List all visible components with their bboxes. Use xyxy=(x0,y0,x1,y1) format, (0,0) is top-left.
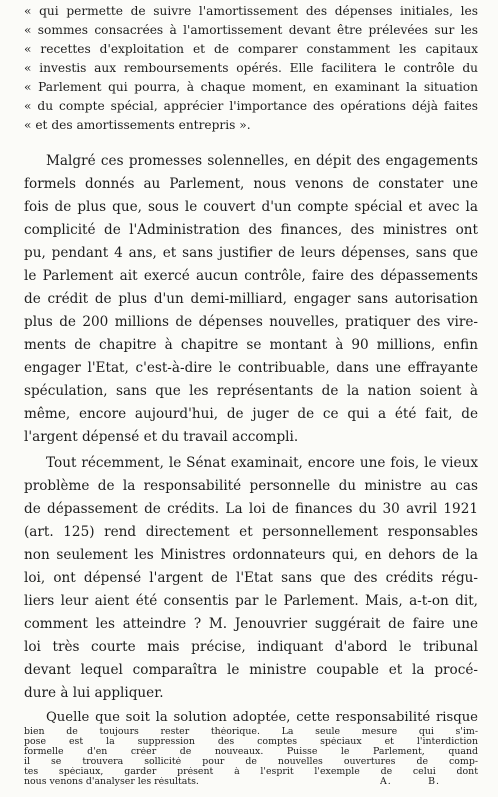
quote-line: « Parlement qui pourra, à chaque moment, en examinant la situation xyxy=(24,80,478,94)
paragraph-2-line: dure à lui appliquer. xyxy=(24,685,164,701)
paragraph-2-line: non seulement les Ministres ordonnateurs qui, en dehors de la xyxy=(24,547,478,563)
paragraph-1-line: de crédit de plus d'un demi-milliard, engager sans autorisation xyxy=(24,291,478,307)
paragraph-3-line: pose est la suppression des comptes spéciaux et l'interdiction xyxy=(24,737,478,747)
paragraph-2-line: comment les atteindre ? M. Jenouvrier suggérait de faire une xyxy=(24,616,478,632)
paragraph-2-line: Tout récemment, le Sénat examinait, encore une fois, le vieux xyxy=(46,455,478,471)
paragraph-1-line: fois de plus que, sous le couvert d'un compte spécial et avec la xyxy=(24,199,478,215)
paragraph-1-line: ments de chapitre à chapitre se montant à 90 millions, enfin xyxy=(24,337,478,353)
paragraph-3-line: tes spéciaux, garder présent à l'esprit l'exemple de celui dont xyxy=(24,767,478,777)
paragraph-3-line: il se trouvera sollicité pour de nouvelles ouvertures de comp- xyxy=(24,757,478,767)
paragraph-2-line: problème de la responsabilité personnelle du ministre au cas xyxy=(24,478,478,494)
paragraph-1-line: Malgré ces promesses solennelles, en dépit des engagements xyxy=(46,153,478,169)
paragraph-1-line: complicité de l'Administration des finances, des ministres ont xyxy=(24,222,478,238)
quote-line: « du compte spécial, apprécier l'importance des opérations déjà faites xyxy=(24,99,478,113)
paragraph-2-line: de dépassement de crédits. La loi de finances du 30 avril 1921 xyxy=(24,501,478,517)
paragraph-2-line: loi, ont dépensé l'argent de l'Etat sans que des crédits régu- xyxy=(24,570,478,586)
quote-line: « qui permette de suivre l'amortissement des dépenses initiales, les xyxy=(24,4,478,18)
signature: A. B. xyxy=(380,777,440,787)
paragraph-1-line: pu, pendant 4 ans, et sans justifier de leurs dépenses, sans que xyxy=(24,245,478,261)
quote-line: « et des amortissements entrepris ». xyxy=(24,118,251,132)
paragraph-3-line: Quelle que soit la solution adoptée, cette responsabilité risque xyxy=(46,710,478,725)
paragraph-1-line: spéculation, sans que les représentants de la nation soient à xyxy=(24,383,478,399)
paragraph-1-line: formels donnés au Parlement, nous venons de constater une xyxy=(24,176,478,192)
paragraph-3-line: nous venons d'analyser les résultats. xyxy=(24,777,199,787)
paragraph-1-line: le Parlement ait exercé aucun contrôle, faire des dépassements xyxy=(24,268,478,284)
paragraph-2-line: (art. 125) rend directement et personnellement responsables xyxy=(24,524,478,540)
paragraph-3-line: bien de toujours rester théorique. La seule mesure qui s'im- xyxy=(24,727,478,737)
quote-line: « recettes d'exploitation et de comparer constamment les capitaux xyxy=(24,42,478,56)
paragraph-1-line: engager l'Etat, c'est-à-dire le contribuable, dans une effrayante xyxy=(24,360,478,376)
paragraph-2-line: loi très courte mais précise, indiquant d'abord le tribunal xyxy=(24,639,478,655)
paragraph-1-line: l'argent dépensé et du travail accompli. xyxy=(24,429,299,445)
paragraph-3-line: formelle d'en créer de nouveaux. Puisse le Parlement, quand xyxy=(24,747,478,757)
paragraph-1-line: plus de 200 millions de dépenses nouvelles, pratiquer des vire- xyxy=(24,314,478,330)
paragraph-2-line: devant lequel comparaîtra le ministre coupable et la procé- xyxy=(24,662,478,678)
paragraph-1-line: même, encore aujourd'hui, de juger de ce qui a été fait, de xyxy=(24,406,478,422)
quote-line: « sommes consacrées à l'amortissement devant être prélevées sur les xyxy=(24,23,478,37)
quote-line: « investis aux remboursements opérés. Elle facilitera le contrôle du xyxy=(24,61,478,75)
paragraph-2-line: liers leur aient été consentis par le Parlement. Mais, a-t-on dit, xyxy=(24,593,478,609)
